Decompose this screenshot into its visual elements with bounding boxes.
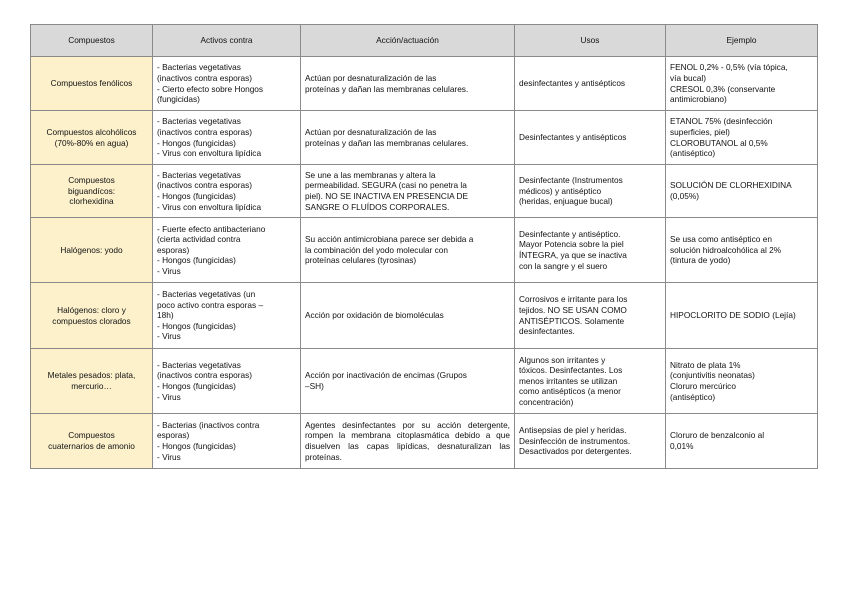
cell-accion: Se une a las membranas y altera la permeabilidad. SEGURA (casi no penetra la piel). NO SE INACTIVA EN PRESENCIA DE SANGRE O FLUÍDOS CORPORALES. [301,165,515,218]
cell-usos: Desinfectantes y antisépticos [515,111,666,165]
cell-accion: Su acción antimicrobiana parece ser debida a la combinación del yodo molecular con proteínas celulares (tyrosinas) [301,218,515,283]
cell-usos: Antisepsias de piel y heridas. Desinfección de instrumentos. Desactivados por detergentes. [515,414,666,469]
table-row [31,57,818,111]
cell-accion: Agentes desinfectantes por su acción detergente, rompen la membrana citoplasmática debido a que disuelven las capas lipídicas, desnaturalizan las proteínas. [301,414,515,469]
table-row [31,349,818,414]
header-compuestos: Compuestos [31,25,153,57]
table-row [31,414,818,469]
cell-activos: - Bacterias vegetativas (inactivos contra esporas) - Hongos (fungicidas) - Virus con envoltura lipídica [153,165,301,218]
header-ejemplo: Ejemplo [666,25,818,57]
cell-compuesto: Compuestos cuaternarios de amonio [31,414,153,469]
cell-activos: - Fuerte efecto antibacteriano (cierta actividad contra esporas) - Hongos (fungicidas) - Virus [153,218,301,283]
cell-ejemplo: Nitrato de plata 1% (conjuntivitis neonatas) Cloruro mercúrico (antiséptico) [666,349,818,414]
header-activos-contra: Activos contra [153,25,301,57]
cell-activos: - Bacterias vegetativas (inactivos contra esporas) - Hongos (fungicidas) - Virus con envoltura lipídica [153,111,301,165]
cell-activos: - Bacterias vegetativas (inactivos contra esporas) - Hongos (fungicidas) - Virus [153,349,301,414]
cell-ejemplo: Se usa como antiséptico en solución hidroalcohólica al 2% (tintura de yodo) [666,218,818,283]
cell-ejemplo: FENOL 0,2% - 0,5% (vía tópica, vía bucal) CRESOL 0,3% (conservante antimicrobiano) [666,57,818,111]
header-accion: Acción/actuación [301,25,515,57]
table-row [31,111,818,165]
cell-ejemplo: Cloruro de benzalconio al 0,01% [666,414,818,469]
cell-compuesto: Compuestos biguandícos: clorhexidina [31,165,153,218]
cell-compuesto: Halógenos: yodo [31,218,153,283]
header-usos: Usos [515,25,666,57]
cell-usos: Algunos son irritantes y tóxicos. Desinfectantes. Los menos irritantes se utilizan como antisépticos (a menor concentración) [515,349,666,414]
cell-compuesto: Halógenos: cloro y compuestos clorados [31,283,153,349]
header-row [31,25,818,57]
cell-accion: Acción por inactivación de encimas (Grupos –SH) [301,349,515,414]
cell-compuesto: Compuestos fenólicos [31,57,153,111]
cell-ejemplo: HIPOCLORITO DE SODIO (Lejía) [666,283,818,349]
cell-activos: - Bacterias vegetativas (inactivos contra esporas) - Cierto efecto sobre Hongos (fungicidas) [153,57,301,111]
cell-activos: - Bacterias (inactivos contra esporas) - Hongos (fungicidas) - Virus [153,414,301,469]
cell-compuesto: Metales pesados: plata, mercurio… [31,349,153,414]
table-row [31,283,818,349]
cell-activos: - Bacterias vegetativas (un poco activo contra esporas – 18h) - Hongos (fungicidas) - Virus [153,283,301,349]
cell-usos: Corrosivos e irritante para los tejidos. NO SE USAN COMO ANTISÉPTICOS. Solamente desinfectantes. [515,283,666,349]
cell-accion: Acción por oxidación de biomoléculas [301,283,515,349]
cell-ejemplo: SOLUCIÓN DE CLORHEXIDINA (0,05%) [666,165,818,218]
cell-usos: Desinfectante (Instrumentos médicos) y antiséptico (heridas, enjuague bucal) [515,165,666,218]
table-row [31,165,818,218]
table-row [31,218,818,283]
cell-usos: desinfectantes y antisépticos [515,57,666,111]
cell-compuesto: Compuestos alcohólicos (70%-80% en agua) [31,111,153,165]
disinfectants-table [30,24,818,469]
cell-usos: Desinfectante y antiséptico. Mayor Potencia sobre la piel ÍNTEGRA, ya que se inactiva con la sangre y el suero [515,218,666,283]
cell-accion: Actúan por desnaturalización de las proteínas y dañan las membranas celulares. [301,57,515,111]
cell-ejemplo: ETANOL 75% (desinfección superficies, piel) CLOROBUTANOL al 0,5% (antiséptico) [666,111,818,165]
cell-accion: Actúan por desnaturalización de las proteínas y dañan las membranas celulares. [301,111,515,165]
